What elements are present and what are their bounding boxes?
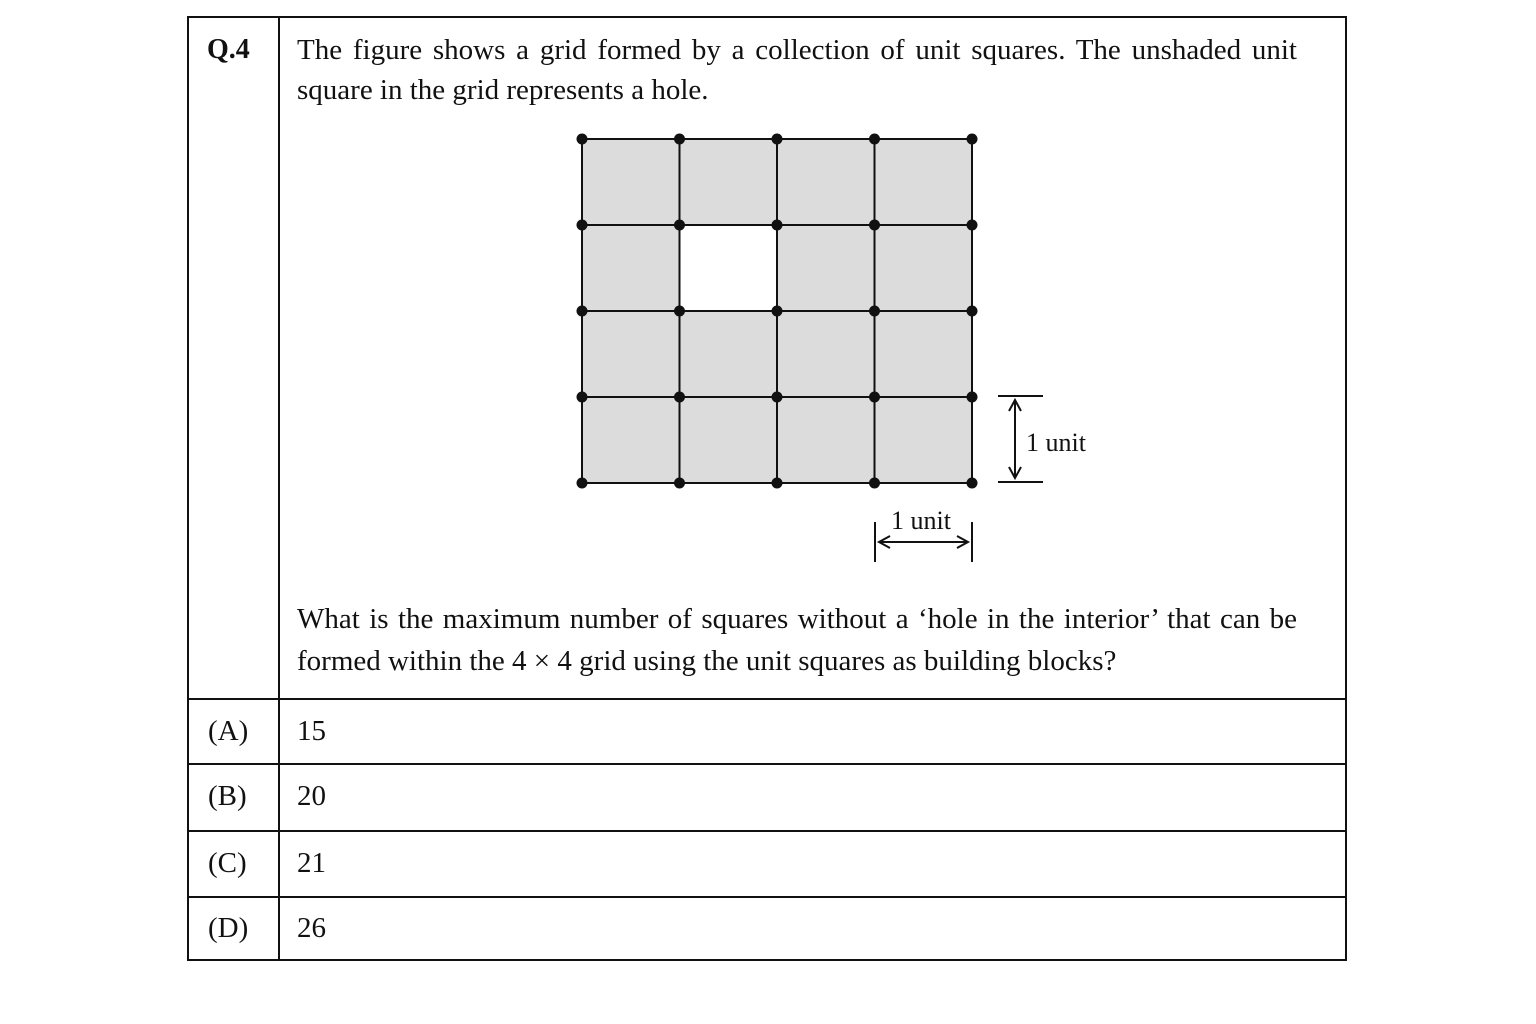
prompt-part-1: What is the maximum number of squares without a ‘hole in the interior’ that can be formed within the 4 [297, 603, 1297, 677]
shaded-cell [875, 139, 973, 225]
option-a-letter: (A) [208, 715, 249, 747]
grid-vertex-dot [967, 134, 978, 145]
grid-vertex-dot [869, 306, 880, 317]
hole-cell [680, 225, 778, 311]
grid-vertex-dot [772, 478, 783, 489]
grid-vertex-dot [772, 306, 783, 317]
shaded-cell [582, 311, 680, 397]
shaded-cell [680, 311, 778, 397]
question-number: Q.4 [207, 34, 250, 65]
option-b-value: 20 [297, 780, 326, 812]
times-symbol: × [533, 645, 551, 677]
shaded-cell [582, 225, 680, 311]
grid-vertex-dot [674, 134, 685, 145]
grid-vertex-dot [577, 220, 588, 231]
prompt-part-2: 4 grid using the unit squares as building blocks? [550, 645, 1117, 677]
grid-vertex-dot [577, 392, 588, 403]
grid-vertex-dot [577, 134, 588, 145]
option-a-value: 15 [297, 715, 326, 747]
grid-vertex-dot [967, 220, 978, 231]
grid-vertex-dot [674, 306, 685, 317]
shaded-cell [875, 311, 973, 397]
shaded-cell [777, 225, 875, 311]
grid-vertex-dot [674, 478, 685, 489]
horizontal-unit-marker [875, 506, 972, 562]
vertical-unit-label: 1 unit [1026, 428, 1086, 457]
option-d-letter: (D) [208, 912, 249, 944]
vertical-unit-marker [998, 396, 1087, 482]
grid-vertex-dot [772, 220, 783, 231]
shaded-cell [777, 397, 875, 483]
grid-vertex-dot [869, 220, 880, 231]
shaded-cell [777, 311, 875, 397]
shaded-cell [777, 139, 875, 225]
grid-vertex-dot [967, 392, 978, 403]
shaded-cell [680, 139, 778, 225]
grid-vertex-dot [674, 220, 685, 231]
shaded-cell [875, 397, 973, 483]
grid-vertex-dot [967, 478, 978, 489]
grid-vertex-dot [967, 306, 978, 317]
grid-vertex-dot [577, 478, 588, 489]
shaded-cell [582, 139, 680, 225]
option-c-value: 21 [297, 847, 326, 879]
shaded-cell [680, 397, 778, 483]
grid-vertex-dot [869, 134, 880, 145]
option-b-letter: (B) [208, 780, 247, 812]
shaded-cell [875, 225, 973, 311]
grid-vertex-dot [577, 306, 588, 317]
shaded-cell [582, 397, 680, 483]
option-d-value: 26 [297, 912, 326, 944]
grid-vertex-dot [772, 392, 783, 403]
grid-vertex-dot [869, 478, 880, 489]
grid-vertex-dot [869, 392, 880, 403]
question-intro-text: The figure shows a grid formed by a collection of unit squares. The unshaded unit square in the grid represents a hole. [297, 34, 1297, 106]
grid-vertex-dot [674, 392, 685, 403]
horizontal-unit-label: 1 unit [891, 506, 951, 535]
grid-vertex-dot [772, 134, 783, 145]
option-c-letter: (C) [208, 847, 247, 879]
